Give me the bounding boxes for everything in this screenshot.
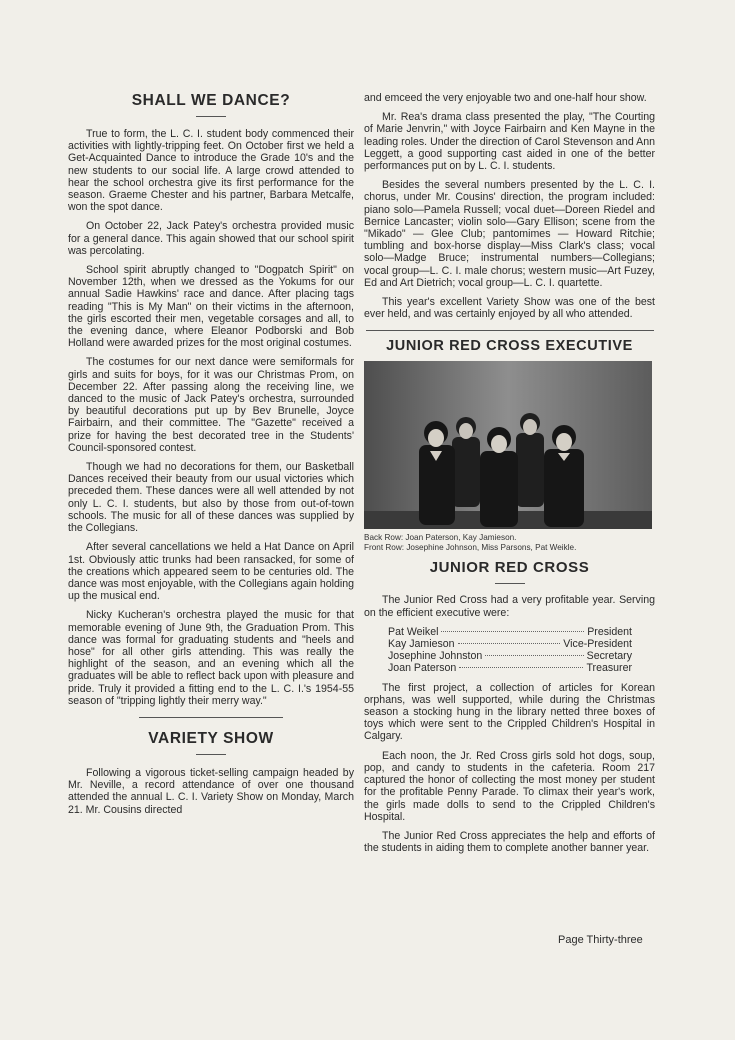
leader-dots [458, 643, 561, 644]
officer-row [388, 650, 632, 662]
red-cross-heading: JUNIOR RED CROSS [429, 559, 590, 577]
officer-role: Vice-President [563, 638, 632, 651]
red-cross-paragraph: The Junior Red Cross had a very profitable year. Serving on the efficient executive were: [364, 594, 655, 619]
officer-list [388, 626, 655, 675]
dance-paragraph: Though we had no decorations for them, our Basketball Dances received their beauty from our usual victories which preceded them. These dances were all well attended by not only L. C. I. students, but also by those from out-of-town schools. The music for all of these dances was supplied by the Collegians. [68, 461, 354, 535]
leader-dots [459, 667, 583, 668]
officer-row [388, 638, 632, 650]
right-column [364, 92, 655, 861]
officer-role: Treasurer [586, 662, 632, 675]
variety-paragraph: and emceed the very enjoyable two and one-half hour show. [364, 92, 647, 104]
leader-dots [485, 655, 583, 656]
dance-paragraph: On October 22, Jack Patey's orchestra provided music for a general dance. This again showed that our school spirit was percolating. [68, 220, 354, 257]
heading-rule [495, 583, 525, 584]
dance-paragraph: Nicky Kucheran's orchestra played the music for that memorable evening of June 9th, the Graduation Prom. This dance was formal for graduating students and "heels and hose" for all other girls attending. This was really the highlight of the season, and an evening which all the graduates will be able to reflect back upon with pleasure and pride. Truly it provided a fitting end to the L. C. I.'s 1954-55 season of "tripping lightly their merry way." [68, 609, 354, 707]
group-photo-image [364, 361, 652, 529]
dance-paragraph: True to form, the L. C. I. student body commenced their activities with lightly-tripping feet. On October first we held a Get-Acquainted Dance to introduce the Grade 10's and the new students to our social life. A large crowd attended to hear the school orchestra give its first performance for the season. Graeme Chester and his partner, Barbara Metcalfe, won the spot dance. [68, 128, 354, 214]
officer-role: President [587, 625, 632, 638]
officer-row [388, 662, 632, 674]
executive-photo [364, 361, 652, 529]
page-number: Page Thirty-three [558, 934, 643, 946]
heading-rule [196, 116, 226, 117]
officer-role: Secretary [586, 650, 632, 663]
heading-rule [196, 754, 226, 755]
executive-heading: JUNIOR RED CROSS EXECUTIVE [386, 338, 633, 355]
red-cross-paragraph: The Junior Red Cross appreciates the help and efforts of the students in aiding them to complete another banner year. [364, 829, 655, 855]
left-column [68, 92, 354, 823]
officer-row [388, 626, 632, 638]
variety-paragraph: Besides the several numbers presented by the L. C. I. chorus, under Mr. Cousins' direction, the program included: piano solo—Pamela Russell; vocal duet—Doreen Riedel and Bernice Lancaster; violin solo—Gary Ellison; scene from the "Mikado" — Glee Club; pantomimes — Howard Ritchie; tumbling and box-horse display—Miss Clark's class; vocal solo—Madge Bruce; instrumental numbers—Collegians; vocal group—L. C. I. male chorus; western music—Art Fuzey, Ed and Art Dietrich; vocal group—L. C. I. quartette. [364, 179, 655, 289]
officer-name: Pat Weikel [388, 625, 439, 638]
caption-front-row: Front Row: Josephine Johnson, Miss Parsons, Pat Weikle. [364, 543, 577, 553]
leader-dots [441, 631, 584, 632]
caption-back-row: Back Row: Joan Paterson, Kay Jamieson. [364, 533, 517, 543]
dance-paragraph: After several cancellations we held a Hat Dance on April 1st. Obviously attic trunks had been ransacked, for some of the creations which appeared seem to be centuries old. The dance was most enjoyable, with the Collegians again holding up the musical end. [68, 541, 354, 603]
red-cross-paragraph: The first project, a collection of articles for Korean orphans, was well supported, while during the Christmas season a stocking hung in the library netted three boxes of toys which were sent to the Crippled Children's Hospital in Calgary. [364, 681, 655, 743]
variety-paragraph: Mr. Rea's drama class presented the play, "The Courting of Marie Jenvrin," with Joyce Fairbairn and Ken Mayne in the leading roles. Under the direction of Carol Stevenson and Ann Leggett, a good supporting cast aided in one of the better performances put on by L. C. I. students. [364, 111, 655, 173]
officer-name: Joan Paterson [388, 662, 457, 675]
officer-name: Josephine Johnston [388, 650, 483, 663]
photo-caption [364, 533, 655, 553]
variety-paragraph: Following a vigorous ticket-selling campaign headed by Mr. Neville, a record attendance of over one thousand attended the annual L. C. I. Variety Show on Monday, March 21. Mr. Cousins directed [68, 766, 354, 816]
dance-paragraph: The costumes for our next dance were semiformals for girls and suits for boys, for it was our Christmas Prom, on December 22. After passing along the receiving line, we danced to the music of Jack Patey's orchestra, surrounded by beautiful decorations put up by Bev Brunelle, Joyce Fairbairn, and their committee. The "Gazette" received a prize for having the best decorated tree in the Students' Council-sponsored contest. [68, 356, 354, 454]
officer-name: Kay Jamieson [388, 638, 455, 651]
dance-paragraph: School spirit abruptly changed to "Dogpatch Spirit" on November 12th, when we dressed as the Yokums for our annual Sadie Hawkins' race and dance. After placing tags reading "This is My Man" on their victims in the afternoon, the girls escorted their men, vegetable corsages and all, to the evening dance, where Eleanor Podborski and Bob Holland were awarded prizes for the most original costumes. [68, 264, 354, 350]
variety-paragraph: This year's excellent Variety Show was one of the best ever held, and was certainly enjoyed by all who attended. [364, 296, 655, 321]
variety-heading: VARIETY SHOW [148, 729, 274, 747]
section-divider [139, 717, 283, 718]
red-cross-paragraph: Each noon, the Jr. Red Cross girls sold hot dogs, soup, pop, and candy to students in the cafeteria. Room 217 captured the honor of collecting the most money per student for the profitable Penny Parade. To climax their year's work, the girls made dolls to send to the Crippled Children's Hospital. [364, 749, 655, 823]
dance-heading: SHALL WE DANCE? [131, 92, 291, 109]
section-divider [366, 330, 654, 331]
